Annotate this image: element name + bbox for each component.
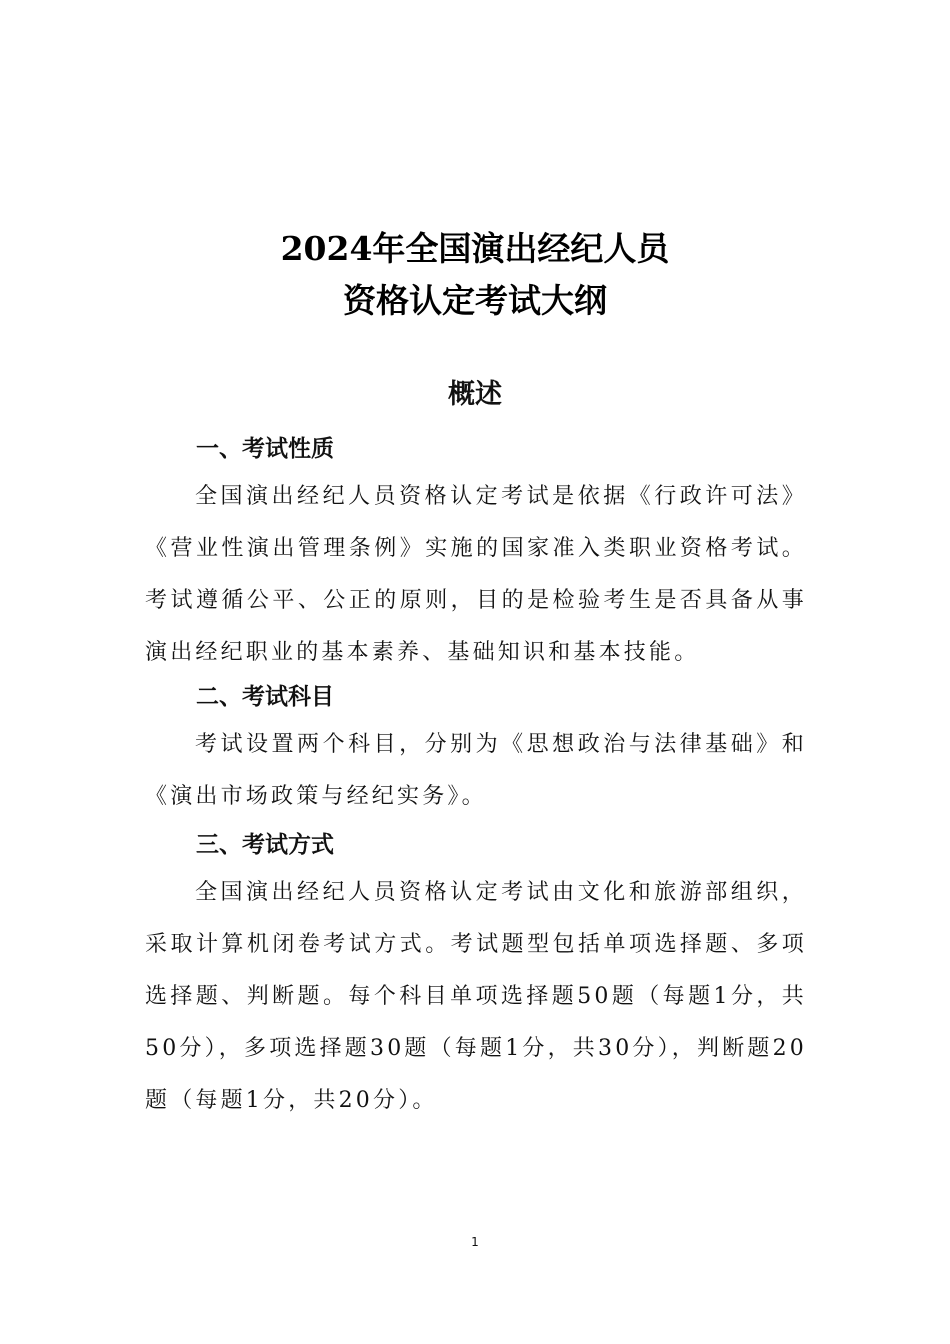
paragraph-exam-subjects: 考试设置两个科目，分别为《思想政治与法律基础》和《演出市场政策与经纪实务》。 xyxy=(145,732,807,809)
document-title-line-2: 资格认定考试大纲 xyxy=(343,281,607,320)
paragraph-exam-nature: 全国演出经纪人员资格认定考试是依据《行政许可法》《营业性演出管理条例》实施的国家准入类职业资格考试。考试遵循公平、公正的原则，目的是检验考生是否具备从事演出经纪职业的基本素养、基础知识和基本技能。 xyxy=(145,484,807,665)
paragraph-exam-method: 全国演出经纪人员资格认定考试由文化和旅游部组织，采取计算机闭卷考试方式。考试题型包括单项选择题、多项选择题、判断题。每个科目单项选择题50题（每题1分，共50分），多项选择题30题（每题1分，共30分），判断题20题（每题1分，共20分）。 xyxy=(145,880,807,1113)
heading-exam-method: 三、考试方式 xyxy=(196,832,334,858)
section-title: 概述 xyxy=(448,379,502,410)
heading-exam-subjects: 二、考试科目 xyxy=(196,684,334,710)
document-title-line-1: 2024年全国演出经纪人员 xyxy=(280,229,670,268)
heading-exam-nature: 一、考试性质 xyxy=(196,436,334,462)
page-number: 1 xyxy=(471,1235,479,1249)
